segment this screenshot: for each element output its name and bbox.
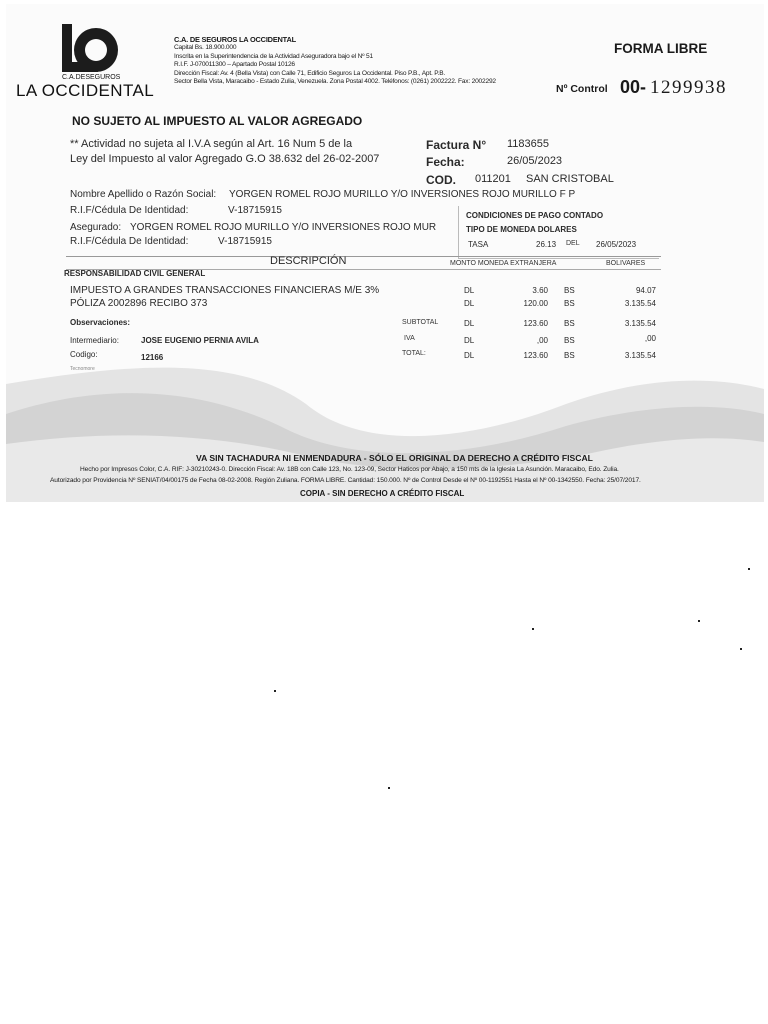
- client-name-label: Nombre Apellido o Razón Social:: [70, 189, 217, 200]
- invoice-number-value: 1183655: [507, 138, 550, 150]
- table-top-rule: [66, 256, 661, 257]
- subtotal-bolivares: 3.135.54: [624, 319, 656, 328]
- invoice-date-value: 26/05/2023: [507, 155, 563, 167]
- rate-from-label: DEL: [566, 240, 580, 247]
- intermediary-label: Intermediario:: [70, 336, 119, 345]
- issuer-registry: Inscrita en la Superintendencia de la Actividad Aseguradora bajo el Nº 51: [174, 52, 373, 60]
- code-label: Codigo:: [70, 350, 98, 359]
- total-amount: 123.60: [523, 351, 548, 360]
- insured-rif-value: V-18715915: [218, 236, 272, 247]
- issuer-address-2: Sector Bella Vista, Maracaibo - Estado Zulia, Venezuela. Zona Postal 4002. Teléfonos: (0261) 2002222. Fax: 2002292: [174, 78, 496, 86]
- row-amount: 120.00: [523, 299, 548, 308]
- control-label: Nº Control: [556, 83, 608, 95]
- cod-value: 011201: [475, 173, 511, 185]
- row-currency: DL: [464, 286, 475, 295]
- total-currency: DL: [464, 351, 475, 360]
- row-bolivares: 3.135.54: [624, 299, 656, 308]
- issuer-address-1: Dirección Fiscal: Av. 4 (Bella Vista) con Calle 71, Edificio Seguros La Occidental. Piso P.B., Apt. P.B.: [174, 69, 446, 77]
- row-amount: 3.60: [532, 286, 548, 295]
- insured-rif-label: R.I.F/Cédula De Identidad:: [70, 236, 189, 247]
- scan-speck: [274, 690, 276, 692]
- rate-label: TASA: [468, 240, 489, 249]
- row-bs: BS: [564, 286, 575, 295]
- scan-speck: [748, 568, 750, 570]
- invoice-number-label: Factura N°: [426, 138, 487, 152]
- client-name-value: YORGEN ROMEL ROJO MURILLO Y/O INVERSIONES ROJO MURILLO F P: [229, 189, 576, 200]
- cod-label: COD.: [426, 173, 456, 187]
- foreign-amount-header: MONTO MONEDA EXTRANJERA: [450, 260, 557, 267]
- iva-bs: BS: [564, 336, 575, 345]
- observations-label: Observaciones:: [70, 318, 131, 327]
- currency-type: TIPO DE MONEDA DOLARES: [466, 225, 577, 234]
- tax-note-line-1: ** Actividad no sujeta al I.V.A según al Art. 16 Num 5 de la: [70, 138, 353, 150]
- insured-value: YORGEN ROMEL ROJO MURILLO Y/O INVERSIONES ROJO MUR: [130, 222, 437, 233]
- row-currency: DL: [464, 299, 475, 308]
- insured-label: Asegurado:: [70, 222, 122, 233]
- subtotal-amount: 123.60: [523, 319, 548, 328]
- row-bs: BS: [564, 299, 575, 308]
- iva-currency: DL: [464, 336, 475, 345]
- form-type: FORMA LIBRE: [614, 41, 708, 56]
- footer-authorization-line: Autorizado por Providencia Nº SENIAT/04/00175 de Fecha 08-02-2008. Región Zuliana. FORMA LIBRE. Cantidad: 150.000. Nº de Control Desde el Nº 00-1192551 Hasta el Nº 00-1342550. Fecha: 25/07/2017.: [50, 477, 641, 484]
- row-description: IMPUESTO A GRANDES TRANSACCIONES FINANCIERAS M/E 3%: [70, 285, 380, 296]
- scan-speck: [532, 628, 534, 630]
- invoice-date-label: Fecha:: [426, 155, 465, 169]
- client-rif-label: R.I.F/Cédula De Identidad:: [70, 205, 189, 216]
- logo-small-caption: C.A.DESEGUROS: [62, 74, 121, 81]
- footer-copy-note: COPIA - SIN DERECHO A CRÉDITO FISCAL: [300, 489, 465, 498]
- total-bolivares: 3.135.54: [624, 351, 656, 360]
- invoice-document: [6, 4, 764, 502]
- row-bolivares: 94.07: [635, 286, 656, 295]
- control-prefix: 00-: [620, 77, 647, 97]
- bolivares-header: BOLIVARES: [606, 260, 646, 267]
- footer-printer-line: Hecho por Impresos Color, C.A. RIF: J-30210243-0. Dirección Fiscal: Av. 18B con Calle 123, No. 123-09, Sector Haticos por Abajo, a 150 mts de la Iglesia La Asunción. Maracaibo, Edo. Zulia.: [80, 466, 619, 473]
- client-rif-value: V-18715915: [228, 205, 282, 216]
- logo-name: LA OCCIDENTAL: [16, 81, 155, 100]
- scan-speck: [698, 620, 700, 622]
- cod-city: SAN CRISTOBAL: [526, 173, 614, 185]
- subtotal-currency: DL: [464, 319, 475, 328]
- total-label: TOTAL:: [402, 350, 426, 357]
- total-bs: BS: [564, 351, 575, 360]
- rate-date: 26/05/2023: [596, 240, 637, 249]
- description-header: DESCRIPCIÓN: [270, 255, 347, 267]
- iva-amount: ,00: [536, 336, 548, 345]
- code-value: 12166: [141, 353, 164, 362]
- issuer-name: C.A. DE SEGUROS LA OCCIDENTAL: [174, 35, 296, 44]
- scan-speck: [740, 648, 742, 650]
- rate-value: 26.13: [536, 240, 557, 249]
- issuer-rif: R.I.F. J-070011300 – Apartado Postal 10126: [174, 61, 295, 69]
- issuer-capital: Capital Bs. 18.900.000: [174, 44, 237, 52]
- small-mark: Tecnomore: [70, 366, 95, 372]
- row-description: PÓLIZA 2002896 RECIBO 373: [70, 298, 208, 309]
- footer-warning: VA SIN TACHADURA NI ENMENDADURA - SÓLO EL ORIGINAL DA DERECHO A CRÉDITO FISCAL: [196, 453, 593, 463]
- iva-label: IVA: [404, 335, 415, 342]
- tax-note-line-2: Ley del Impuesto al valor Agregado G.O 38.632 del 26-02-2007: [70, 153, 380, 165]
- subtotal-label: SUBTOTAL: [402, 319, 439, 326]
- coverage-section: RESPONSABILIDAD CIVIL GENERAL: [64, 269, 206, 278]
- payment-condition: CONDICIONES DE PAGO CONTADO: [466, 211, 604, 220]
- iva-bolivares: ,00: [644, 334, 656, 343]
- issuer-block: [174, 36, 496, 86]
- control-number: 1299938: [650, 77, 727, 98]
- intermediary-value: JOSE EUGENIO PERNIA AVILA: [141, 336, 259, 345]
- subtotal-bs: BS: [564, 319, 575, 328]
- scan-speck: [388, 787, 390, 789]
- la-occidental-logo-icon: [56, 24, 124, 74]
- tax-title: NO SUJETO AL IMPUESTO AL VALOR AGREGADO: [72, 114, 363, 128]
